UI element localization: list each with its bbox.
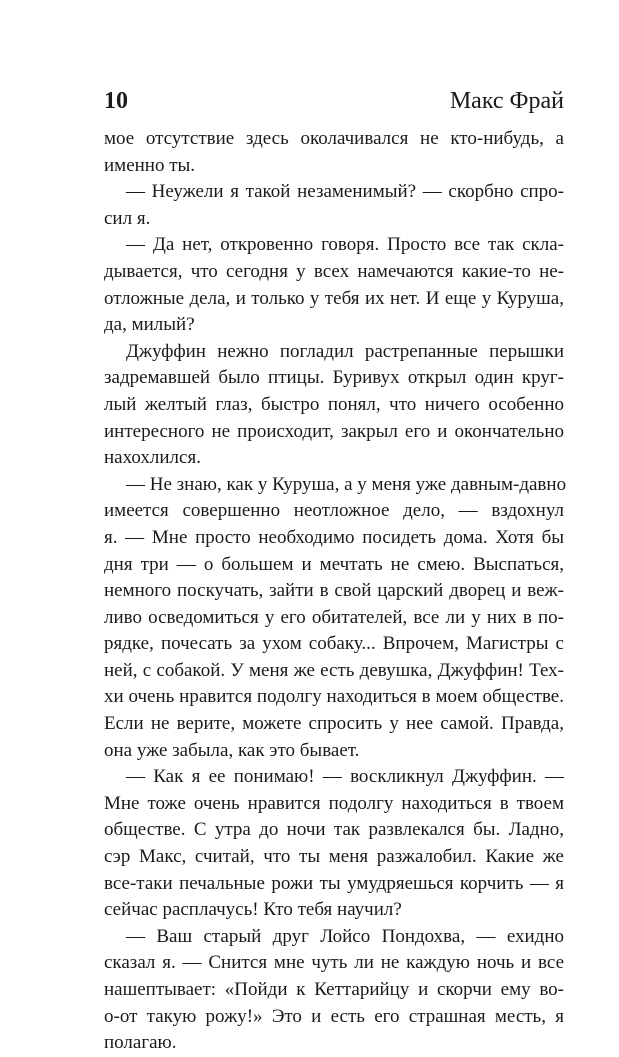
text-line: задремавшей было птицы. Буривух открыл один круг- <box>104 367 564 389</box>
text-line: мое отсутствие здесь околачивался не кто-нибудь, а <box>104 128 564 149</box>
running-title: Макс Фрай <box>449 88 564 114</box>
text-line: я. — Мне просто необходимо посидеть дома. Хотя бы <box>104 526 564 548</box>
page-header <box>104 86 564 116</box>
body-text <box>104 126 567 1057</box>
text-line: немного поскучать, зайти в свой царский дворец и веж- <box>104 580 564 602</box>
text-line: полагаю. <box>104 1032 177 1054</box>
text-line: — Да нет, откровенно говоря. Просто все так скла- <box>126 234 564 256</box>
text-line: отложные дела, и только у тебя их нет. И еще у Куруша, <box>104 287 564 309</box>
page-number: 10 <box>104 88 128 114</box>
text-line: — Ваш старый друг Лойсо Пондохва, — ехидно <box>126 925 564 947</box>
text-line: сейчас расплачусь! Кто тебя научил? <box>104 899 402 921</box>
text-line: рядке, почесать за ухом собаку... Впрочем, Магистры с <box>104 633 564 655</box>
text-line: обществе. С утра до ночи так развлекался бы. Ладно, <box>104 819 564 841</box>
text-line: Если не верите, можете спросить у нее самой. Правда, <box>104 713 564 735</box>
text-line: лый желтый глаз, быстро понял, что ничего особенно <box>104 393 564 415</box>
text-line: именно ты. <box>104 154 196 176</box>
text-line: Мне тоже очень нравится подолгу находиться в твоем <box>104 792 564 814</box>
text-line: все-таки печальные рожи ты умудряешься корчить — я <box>104 872 564 894</box>
text-line: Джуффин нежно погладил растрепанные перышки <box>126 340 564 362</box>
text-line: она уже забыла, как это бывает. <box>104 739 360 761</box>
text-line: сэр Макс, считай, что ты меня разжалобил. Какие же <box>104 846 564 868</box>
text-line: интересного не происходит, закрыл его и окончательно <box>104 420 564 442</box>
text-line: — Как я ее понимаю! — воскликнул Джуффин. — <box>126 766 564 788</box>
text-line: — Неужели я такой незаменимый? — скорбно спро- <box>126 181 564 203</box>
text-line: сказал я. — Снится мне чуть ли не каждую ночь и все <box>104 952 564 974</box>
text-line: — Не знаю, как у Куруша, а у меня уже давным-давно <box>126 473 567 495</box>
text-line: ливо осведомиться у его обитателей, все ли у них в по- <box>104 606 564 628</box>
text-line: имеется совершенно неотложное дело, — вздохнул <box>104 500 564 522</box>
text-line: о-от такую рожу!» Это и есть его страшная месть, я <box>104 1005 564 1027</box>
text-line: сил я. <box>104 207 151 229</box>
text-line: нахохлился. <box>104 447 201 469</box>
text-line: дня три — о большем и мечтать не смею. Выспаться, <box>104 553 564 575</box>
text-line: ней, с собакой. У меня же есть девушка, Джуффин! Тех- <box>104 659 564 681</box>
text-line: нашептывает: «Пойди к Кеттарийцу и скорчи ему во- <box>104 979 564 1000</box>
text-line: хи очень нравится подолгу находиться в моем обществе. <box>104 686 564 708</box>
text-line: да, милый? <box>104 314 195 336</box>
text-line: дывается, что сегодня у всех намечаются какие-то не- <box>104 260 564 282</box>
